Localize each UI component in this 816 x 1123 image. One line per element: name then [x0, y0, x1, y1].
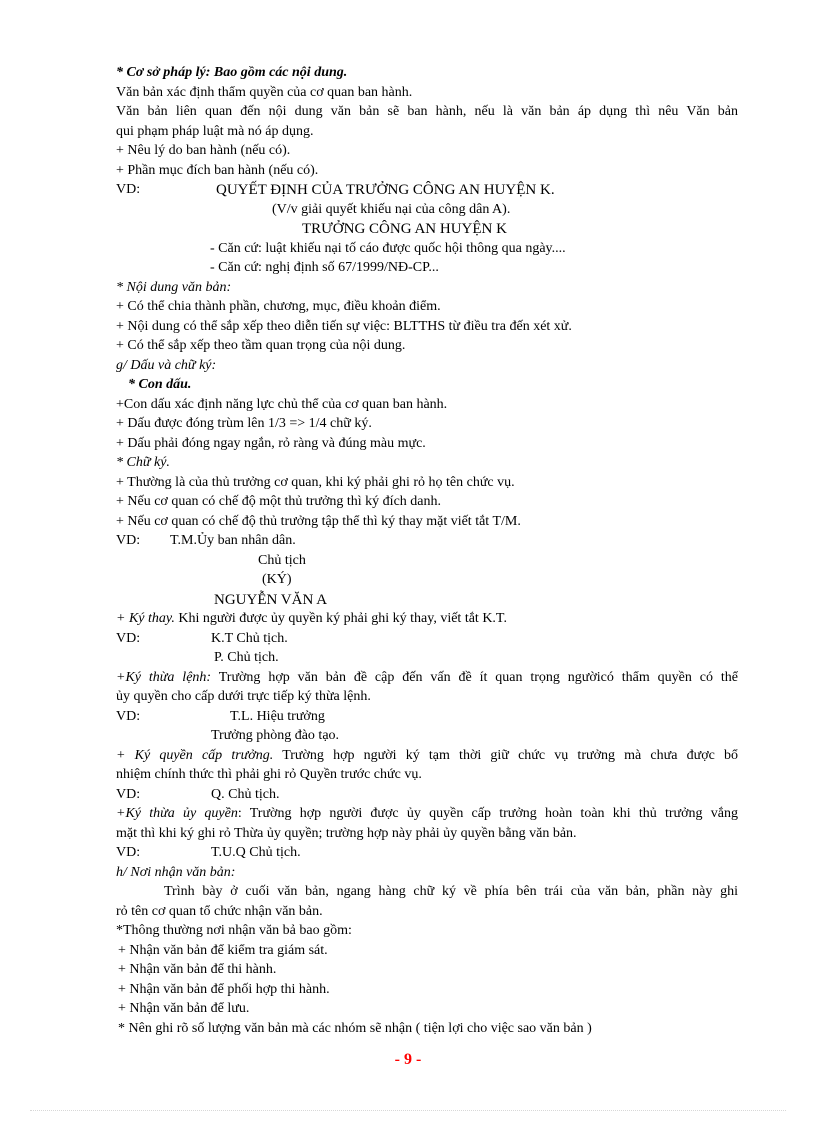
text-line: + Nội dung có thể sắp xếp theo diễn tiến sự việc: BLTTHS từ điều tra đến xét xử.: [116, 319, 572, 334]
text-line: Văn bản xác định thẩm quyền của cơ quan ban hành.: [116, 85, 413, 100]
text-line: + Có thể chia thành phần, chương, mục, điều khoản điểm.: [116, 299, 441, 314]
text-line: ủy quyền cho cấp dưới trực tiếp ký thừa lệnh.: [116, 689, 371, 704]
example-label: VD:: [116, 845, 141, 860]
content-heading: * Nội dung văn bản:: [116, 280, 232, 295]
example-line: K.T Chủ tịch.: [211, 631, 288, 646]
list-item: + Nhận văn bản để lưu.: [118, 1001, 250, 1016]
signature-subheading: * Chữ ký.: [116, 455, 170, 470]
example-label: VD:: [116, 533, 141, 548]
list-item: + Nhận văn bản để thi hành.: [118, 962, 277, 977]
text-line: + Thường là của thủ trưởng cơ quan, khi ký phải ghi rỏ họ tên chức vụ.: [116, 475, 515, 490]
example-line: Q. Chủ tịch.: [211, 787, 280, 802]
text-line: Trình bày ở cuối văn bản, ngang hàng chữ ký về phía bên trái của văn bản, phần này ghi: [164, 884, 738, 899]
acting-head-label: + Ký quyền cấp trưởng.: [116, 748, 274, 763]
example-label: VD:: [116, 787, 141, 802]
list-item: + Nhận văn bản để phối hợp thi hành.: [118, 982, 330, 997]
text-line: + Nếu cơ quan có chế độ một thủ trưởng thì ký đích danh.: [116, 494, 442, 509]
by-order-text: Trường hợp văn bản đề cập đến vấn đề ít quan trọng ngườicó thẩm quyền có thể: [211, 670, 738, 685]
example-label: VD:: [116, 182, 141, 197]
sign-on-behalf-line: [116, 610, 507, 628]
text-line: mặt thì khi ký ghi rỏ Thừa ủy quyền; trường hợp này phải ủy quyền bằng văn bản.: [116, 826, 577, 841]
sign-on-behalf-text: Khi người được ủy quyền ký phải ghi ký thay, viết tắt K.T.: [174, 611, 507, 626]
example-authority: TRƯỞNG CÔNG AN HUYỆN K: [302, 221, 507, 237]
seal-signature-heading: g/ Dấu và chữ ký:: [116, 358, 217, 373]
legal-basis-heading: * Cơ sở pháp lý: Bao gồm các nội dung.: [116, 65, 348, 80]
sign-on-behalf-label: + Ký thay.: [116, 611, 175, 626]
text-line: + Nêu lý do ban hành (nếu có).: [116, 143, 291, 158]
seal-subheading: * Con dấu.: [128, 377, 192, 392]
example-line: T.M.Ủy ban nhân dân.: [170, 533, 296, 548]
example-label: VD:: [116, 709, 141, 724]
example-signer-name: NGUYỄN VĂN A: [214, 592, 328, 608]
text-line: * Nên ghi rõ số lượng văn bản mà các nhóm sẽ nhận ( tiện lợi cho việc sao văn bản ): [118, 1021, 592, 1036]
authorized-label: +Ký thừa ủy quyền: [116, 806, 238, 821]
authorized-text: : Trường hợp người được ủy quyền cấp trưởng hoàn toàn khi thủ trưởng vắng: [237, 806, 738, 821]
text-line: Văn bản liên quan đến nội dung văn bản sẽ ban hành, nếu là văn bản áp dụng thì nêu Văn bản: [116, 104, 738, 119]
page-number: - 9 -: [394, 1051, 422, 1068]
authorized-line: [116, 805, 738, 823]
text-line: + Phần mục đích ban hành (nếu có).: [116, 163, 319, 178]
example-line: P. Chủ tịch.: [214, 650, 279, 665]
text-line: qui phạm pháp luật mà nó áp dụng.: [116, 124, 314, 139]
footer-divider: [30, 1110, 786, 1111]
text-line: nhiệm chính thức thì phải ghi rỏ Quyền trước chức vụ.: [116, 767, 422, 782]
acting-head-line: [116, 747, 738, 765]
example-line: Trưởng phòng đào tạo.: [211, 728, 340, 743]
recipients-heading: h/ Nơi nhận văn bản:: [116, 865, 236, 880]
example-line: T.U.Q Chủ tịch.: [211, 845, 301, 860]
example-title: QUYẾT ĐỊNH CỦA TRƯỞNG CÔNG AN HUYỆN K.: [216, 182, 555, 198]
by-order-line: [116, 669, 738, 687]
example-line: (KÝ): [262, 572, 292, 587]
text-line: + Có thể sắp xếp theo tầm quan trọng của nội dung.: [116, 338, 406, 353]
text-line: rỏ tên cơ quan tổ chức nhận văn bản.: [116, 904, 323, 919]
text-line: + Dấu phải đóng ngay ngắn, rỏ ràng và đúng màu mực.: [116, 436, 426, 451]
example-subtitle: (V/v giải quyết khiếu nại của công dân A).: [272, 202, 511, 217]
example-basis-line: - Căn cứ: nghị định số 67/1999/NĐ-CP...: [210, 260, 439, 275]
text-line: + Dấu được đóng trùm lên 1/3 => 1/4 chữ ký.: [116, 416, 372, 431]
by-order-label: +Ký thừa lệnh:: [116, 670, 212, 685]
list-item: + Nhận văn bản để kiểm tra giám sát.: [118, 943, 328, 958]
example-label: VD:: [116, 631, 141, 646]
example-line: T.L. Hiệu trưởng: [230, 709, 325, 724]
example-line: Chủ tịch: [258, 553, 306, 568]
example-basis-line: - Căn cứ: luật khiếu nại tố cáo được quốc hội thông qua ngày....: [210, 241, 566, 256]
text-line: *Thông thường nơi nhận văn bả bao gồm:: [116, 923, 352, 938]
text-line: +Con dấu xác định năng lực chủ thể của cơ quan ban hành.: [116, 397, 448, 412]
acting-head-text: Trường hợp người ký tạm thời giữ chức vụ trưởng mà chưa được bổ: [273, 748, 738, 763]
text-line: + Nếu cơ quan có chế độ thủ trưởng tập thể thì ký thay mặt viết tắt T/M.: [116, 514, 521, 529]
